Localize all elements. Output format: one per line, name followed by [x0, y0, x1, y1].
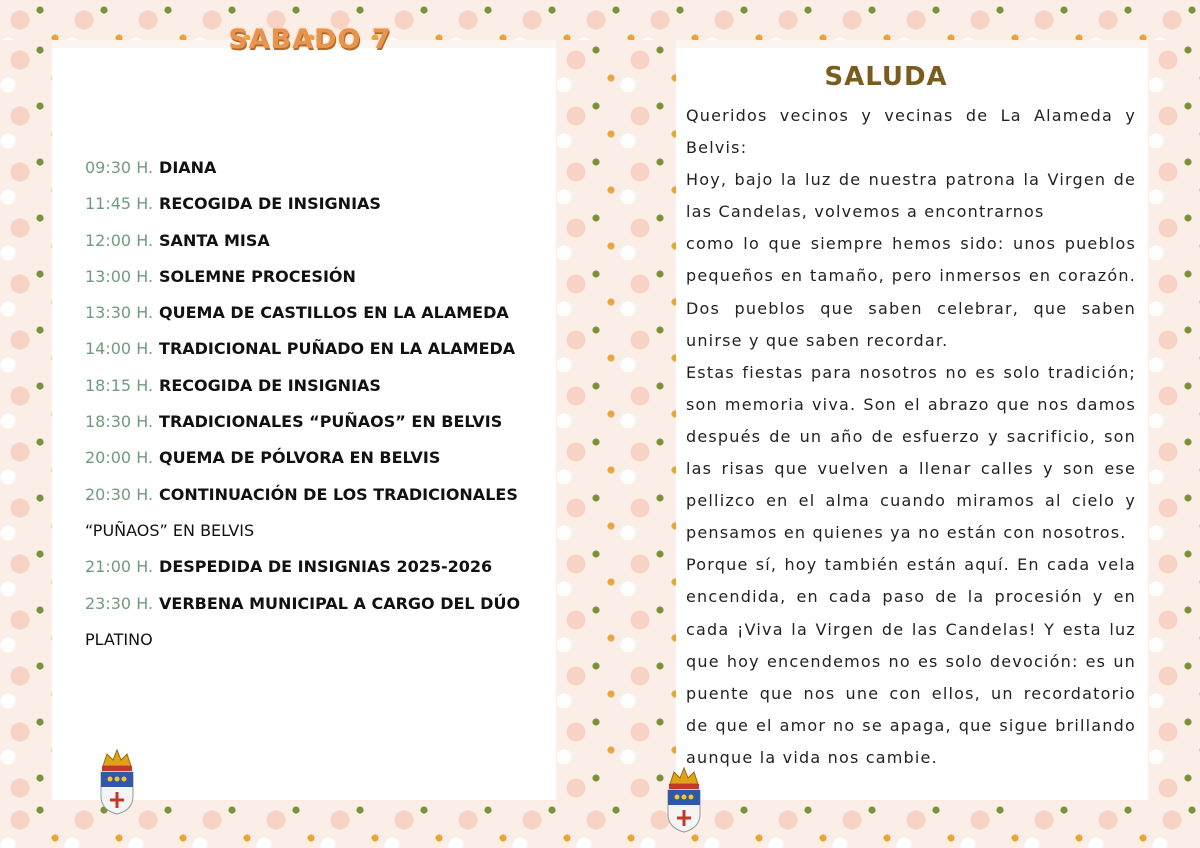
schedule-row	[85, 586, 525, 622]
schedule-time: 23:30 H.	[85, 593, 154, 613]
schedule-time: 09:30 H.	[85, 158, 154, 177]
schedule-time: 13:00 H.	[85, 266, 154, 286]
schedule-event: SANTA MISA	[159, 230, 270, 250]
floral-border-left	[0, 40, 52, 800]
coat-of-arms-icon	[664, 766, 704, 834]
schedule-row	[85, 186, 525, 222]
schedule-row	[85, 477, 525, 513]
schedule-event: TRADICIONALES “PUÑAOS” EN BELVIS	[159, 412, 503, 432]
schedule-title: SABADO 7	[228, 24, 392, 55]
floral-border-right	[1148, 40, 1200, 800]
schedule-row	[85, 331, 525, 367]
schedule-event-continuation: “PUÑAOS” EN BELVIS	[85, 520, 255, 540]
schedule-event: QUEMA DE CASTILLOS EN LA ALAMEDA	[159, 303, 509, 323]
schedule-time: 20:00 H.	[85, 448, 154, 468]
schedule-row	[85, 259, 525, 295]
schedule-event: DESPEDIDA DE INSIGNIAS 2025-2026	[159, 557, 493, 577]
letter-paragraph: Porque sí, hoy también están aquí. En cada vela encendida, en cada paso de la procesión y en cada ¡Viva la Virgen de las Candelas! Y esta luz que hoy encendemos no es solo devoción: es un puente que nos une con ellos, un recordatorio de que el amor no se apaga, que sigue brillando aunque la vida nos cambie.	[686, 555, 1136, 767]
schedule-time: 21:00 H.	[85, 557, 154, 577]
letter-paragraph: Hoy, bajo la luz de nuestra patrona la Virgen de las Candelas, volvemos a encontrarnos	[686, 170, 1136, 222]
schedule-time: 13:30 H.	[85, 303, 154, 323]
schedule-event: DIANA	[159, 158, 217, 177]
schedule-row	[85, 150, 525, 186]
schedule-event: RECOGIDA DE INSIGNIAS	[159, 375, 381, 395]
schedule-event: VERBENA MUNICIPAL A CARGO DEL DÚO	[159, 593, 521, 613]
schedule-list	[85, 150, 525, 658]
schedule-event: TRADICIONAL PUÑADO EN LA ALAMEDA	[159, 339, 516, 359]
floral-border-middle	[556, 40, 676, 800]
schedule-event: QUEMA DE PÓLVORA EN BELVIS	[159, 448, 441, 468]
schedule-row	[85, 404, 525, 440]
schedule-event-continuation: PLATINO	[85, 629, 153, 649]
schedule-time: 14:00 H.	[85, 339, 154, 359]
schedule-row	[85, 295, 525, 331]
letter-paragraph: Estas fiestas para nosotros no es solo tradición; son memoria viva. Son el abrazo que nos damos después de un año de esfuerzo y sacrificio, son las risas que vuelven a llenar calles y son ese pellizco en el alma cuando miramos al cielo y pensamos en quienes ya no están con nosotros.	[686, 362, 1136, 543]
schedule-event: CONTINUACIÓN DE LOS TRADICIONALES	[159, 484, 518, 504]
schedule-event: RECOGIDA DE INSIGNIAS	[159, 194, 381, 214]
schedule-row	[85, 440, 525, 476]
schedule-time: 18:15 H.	[85, 375, 154, 395]
schedule-row	[85, 549, 525, 585]
schedule-time: 11:45 H.	[85, 194, 154, 214]
coat-of-arms-icon	[97, 748, 137, 816]
schedule-row	[85, 368, 525, 404]
schedule-time: 12:00 H.	[85, 230, 154, 250]
saluda-letter	[686, 100, 1136, 774]
floral-border-bottom	[0, 800, 1200, 848]
schedule-row	[85, 223, 525, 259]
schedule-time: 18:30 H.	[85, 412, 154, 432]
letter-paragraph: como lo que siempre hemos sido: unos pueblos pequeños en tamaño, pero inmersos en corazón. Dos pueblos que saben celebrar, que saben unirse y que saben recordar.	[686, 234, 1136, 350]
saluda-title: SALUDA	[824, 62, 948, 92]
schedule-event: SOLEMNE PROCESIÓN	[159, 266, 356, 286]
schedule-time: 20:30 H.	[85, 484, 154, 504]
letter-paragraph: Queridos vecinos y vecinas de La Alameda y Belvis:	[686, 106, 1136, 158]
